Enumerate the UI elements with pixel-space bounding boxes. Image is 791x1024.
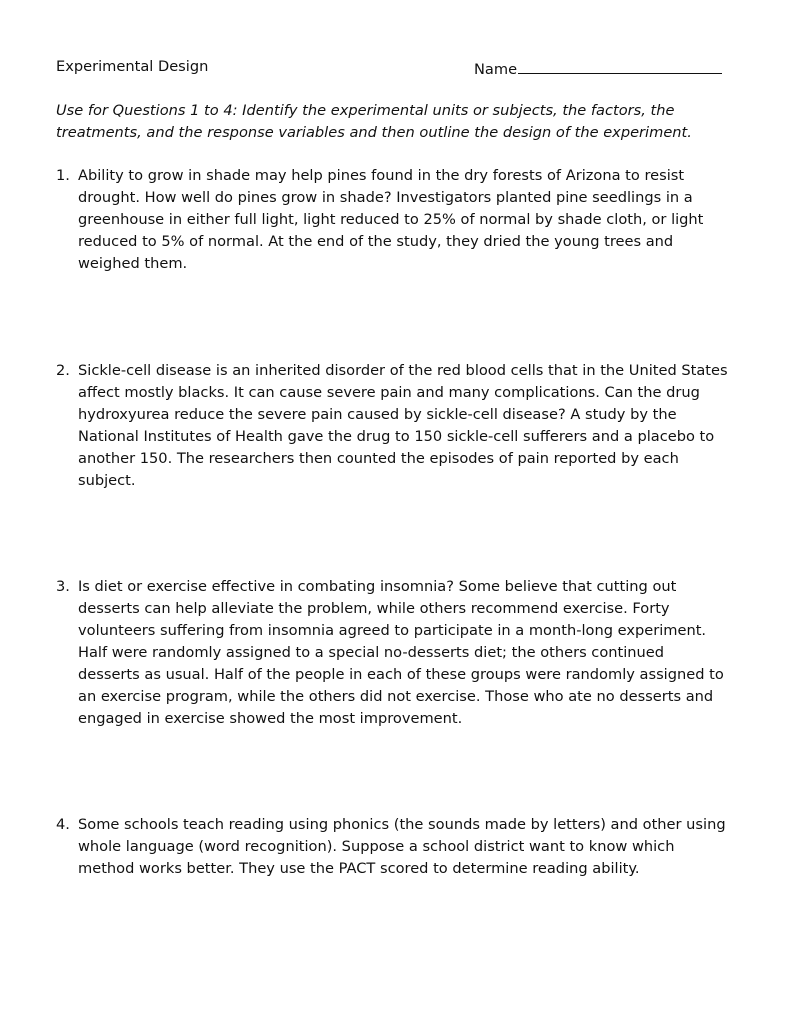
question-text: Sickle-cell disease is an inherited disorder of the red blood cells that in the United States affect mostly blacks. It can cause severe pain and many complications. Can the drug hydroxyurea reduce the severe pain caused by sickle-cell disease? A study by the National Institutes of Health gave the drug to 150 sickle-cell sufferers and a placebo to another 150. The researchers then counted the episodes of pain reported by each subject. — [78, 362, 728, 489]
document-title: Experimental Design — [56, 58, 209, 75]
instructions: Use for Questions 1 to 4: Identify the experimental units or subjects, the factors, the treatments, and the response variables and then outline the design of the experiment. — [56, 102, 692, 141]
name-field — [474, 58, 722, 78]
question-3 — [56, 576, 728, 730]
question-1 — [56, 165, 728, 275]
worksheet-header — [56, 58, 726, 80]
question-text: Some schools teach reading using phonics (the sounds made by letters) and other using whole language (word recognition). Suppose a school district want to know which method works better. They use the PACT scored to determine reading ability. — [78, 816, 726, 877]
question-number: 3. — [56, 578, 70, 595]
question-4 — [56, 814, 728, 880]
question-number: 4. — [56, 816, 70, 833]
question-number: 1. — [56, 167, 70, 184]
question-number: 2. — [56, 362, 70, 379]
name-label: Name — [474, 61, 518, 78]
name-blank-line[interactable] — [518, 58, 722, 74]
question-text: Is diet or exercise effective in combating insomnia? Some believe that cutting out desserts can help alleviate the problem, while others recommend exercise. Forty volunteers suffering from insomnia agreed to participate in a month-long experiment. Half were randomly assigned to a special no-desserts diet; the others continued desserts as usual. Half of the people in each of these groups were randomly assigned to an exercise program, while the others did not exercise. Those who ate no desserts and engaged in exercise showed the most improvement. — [78, 578, 724, 727]
question-text: Ability to grow in shade may help pines found in the dry forests of Arizona to resist drought. How well do pines grow in shade? Investigators planted pine seedlings in a greenhouse in either full light, light reduced to 25% of normal by shade cloth, or light reduced to 5% of normal. At the end of the study, they dried the young trees and weighed them. — [78, 167, 704, 272]
question-2 — [56, 360, 728, 492]
